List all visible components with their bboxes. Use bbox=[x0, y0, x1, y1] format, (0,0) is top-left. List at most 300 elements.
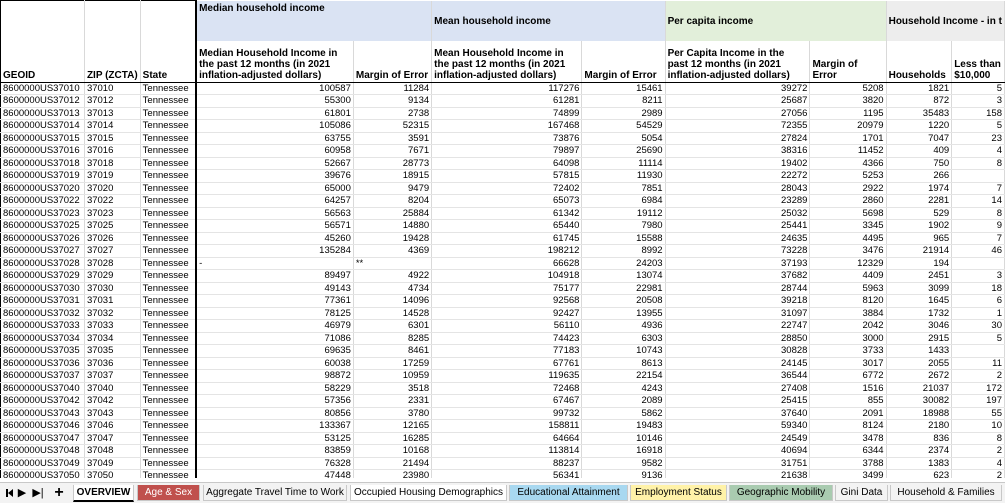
table-cell[interactable]: 13955 bbox=[582, 307, 665, 320]
table-cell[interactable]: 6984 bbox=[582, 195, 665, 208]
table-cell[interactable]: 11114 bbox=[582, 157, 665, 170]
table-cell[interactable]: 8600000US37032 bbox=[1, 307, 85, 320]
table-cell[interactable]: 52315 bbox=[353, 120, 431, 133]
table-cell[interactable]: 73876 bbox=[432, 132, 582, 145]
table-cell[interactable]: 2860 bbox=[810, 195, 886, 208]
table-cell[interactable]: 37043 bbox=[84, 407, 140, 420]
table-cell[interactable]: 8211 bbox=[582, 95, 665, 108]
table-cell[interactable]: 52667 bbox=[196, 157, 353, 170]
table-cell[interactable]: 37049 bbox=[84, 457, 140, 470]
table-cell[interactable]: 4922 bbox=[353, 270, 431, 283]
table-cell[interactable]: 21037 bbox=[886, 382, 952, 395]
table-cell[interactable]: 61745 bbox=[432, 232, 582, 245]
header-less-than-10000[interactable]: Less than $10,000 bbox=[952, 41, 1005, 83]
table-cell[interactable]: 623 bbox=[886, 470, 952, 479]
table-cell[interactable]: Tennessee bbox=[140, 470, 196, 479]
table-cell[interactable]: Tennessee bbox=[140, 420, 196, 433]
table-cell[interactable]: 39218 bbox=[665, 295, 810, 308]
table-cell[interactable]: 3499 bbox=[810, 470, 886, 479]
add-sheet-button[interactable]: + bbox=[54, 484, 64, 501]
table-cell[interactable]: 5698 bbox=[810, 207, 886, 220]
table-cell[interactable]: Tennessee bbox=[140, 120, 196, 133]
table-cell[interactable]: 37050 bbox=[84, 470, 140, 479]
table-cell[interactable]: 17259 bbox=[353, 357, 431, 370]
table-cell[interactable]: 28773 bbox=[353, 157, 431, 170]
table-cell[interactable]: 2 bbox=[952, 445, 1005, 458]
table-cell[interactable]: 25441 bbox=[665, 220, 810, 233]
table-cell[interactable]: 2055 bbox=[886, 357, 952, 370]
table-cell[interactable]: Tennessee bbox=[140, 307, 196, 320]
table-cell[interactable]: 24203 bbox=[582, 257, 665, 270]
table-cell[interactable]: Tennessee bbox=[140, 157, 196, 170]
table-cell[interactable]: 8600000US37029 bbox=[1, 270, 85, 283]
table-cell[interactable]: 3518 bbox=[353, 382, 431, 395]
table-cell[interactable]: 37031 bbox=[84, 295, 140, 308]
table-cell[interactable]: 37682 bbox=[665, 270, 810, 283]
table-cell[interactable]: 63755 bbox=[196, 132, 353, 145]
table-cell[interactable]: 8600000US37027 bbox=[1, 245, 85, 258]
table-cell[interactable]: 56571 bbox=[196, 220, 353, 233]
table-cell[interactable]: 1433 bbox=[886, 345, 952, 358]
table-cell[interactable]: 2915 bbox=[886, 332, 952, 345]
table-cell[interactable]: Tennessee bbox=[140, 432, 196, 445]
table-cell[interactable]: 119635 bbox=[432, 370, 582, 383]
table-cell[interactable]: 4369 bbox=[353, 245, 431, 258]
table-cell[interactable]: 37020 bbox=[84, 182, 140, 195]
table-cell[interactable]: 30 bbox=[952, 320, 1005, 333]
table-cell[interactable]: 8600000US37012 bbox=[1, 95, 85, 108]
table-cell[interactable]: 10168 bbox=[353, 445, 431, 458]
table-cell[interactable]: 24145 bbox=[665, 357, 810, 370]
table-cell[interactable]: 75177 bbox=[432, 282, 582, 295]
table-cell[interactable]: 83859 bbox=[196, 445, 353, 458]
table-cell[interactable]: 8600000US37018 bbox=[1, 157, 85, 170]
table-cell[interactable]: 16918 bbox=[582, 445, 665, 458]
table-cell[interactable]: 37012 bbox=[84, 95, 140, 108]
first-sheet-icon[interactable] bbox=[3, 485, 15, 501]
table-cell[interactable]: Tennessee bbox=[140, 170, 196, 183]
table-cell[interactable]: 20979 bbox=[810, 120, 886, 133]
table-cell[interactable]: 2738 bbox=[353, 107, 431, 120]
table-cell[interactable]: 23980 bbox=[353, 470, 431, 479]
table-cell[interactable]: 56110 bbox=[432, 320, 582, 333]
table-cell[interactable]: 37046 bbox=[84, 420, 140, 433]
table-cell[interactable] bbox=[952, 257, 1005, 270]
table-cell[interactable]: 65440 bbox=[432, 220, 582, 233]
table-cell[interactable]: 5 bbox=[952, 332, 1005, 345]
table-cell[interactable]: 78125 bbox=[196, 307, 353, 320]
table-cell[interactable]: 855 bbox=[810, 395, 886, 408]
table-cell[interactable]: 6772 bbox=[810, 370, 886, 383]
table-cell[interactable]: 64664 bbox=[432, 432, 582, 445]
table-cell[interactable]: 8600000US37023 bbox=[1, 207, 85, 220]
table-cell[interactable]: 9 bbox=[952, 220, 1005, 233]
table-cell[interactable]: 37047 bbox=[84, 432, 140, 445]
header-median-income[interactable]: Median Household Income in the past 12 months (in 2021 inflation-adjusted dollars) bbox=[196, 41, 353, 83]
table-cell[interactable]: 27056 bbox=[665, 107, 810, 120]
table-cell[interactable]: 8600000US37016 bbox=[1, 145, 85, 158]
header-geoid[interactable]: GEOID bbox=[1, 1, 85, 83]
table-cell[interactable]: 8120 bbox=[810, 295, 886, 308]
table-cell[interactable]: 12165 bbox=[353, 420, 431, 433]
table-cell[interactable]: 4 bbox=[952, 457, 1005, 470]
table-cell[interactable]: Tennessee bbox=[140, 107, 196, 120]
header-households[interactable]: Households bbox=[886, 41, 952, 83]
table-cell[interactable]: 4243 bbox=[582, 382, 665, 395]
table-cell[interactable]: Tennessee bbox=[140, 145, 196, 158]
table-cell[interactable]: 21494 bbox=[353, 457, 431, 470]
table-cell[interactable]: 37022 bbox=[84, 195, 140, 208]
table-cell[interactable]: 8 bbox=[952, 207, 1005, 220]
last-sheet-icon[interactable]: ▶| bbox=[32, 487, 44, 499]
table-cell[interactable]: 37034 bbox=[84, 332, 140, 345]
table-cell[interactable]: Tennessee bbox=[140, 332, 196, 345]
table-cell[interactable]: 1645 bbox=[886, 295, 952, 308]
table-cell[interactable]: 105086 bbox=[196, 120, 353, 133]
header-median-group[interactable]: Median household income bbox=[196, 1, 432, 21]
table-cell[interactable]: 1516 bbox=[810, 382, 886, 395]
table-cell[interactable]: 8600000US37046 bbox=[1, 420, 85, 433]
table-cell[interactable]: 2281 bbox=[886, 195, 952, 208]
table-cell[interactable]: 3000 bbox=[810, 332, 886, 345]
table-cell[interactable]: 74423 bbox=[432, 332, 582, 345]
table-cell[interactable]: 67467 bbox=[432, 395, 582, 408]
table-cell[interactable]: Tennessee bbox=[140, 195, 196, 208]
table-cell[interactable]: 7047 bbox=[886, 132, 952, 145]
table-cell[interactable]: 18915 bbox=[353, 170, 431, 183]
table-cell[interactable]: 3788 bbox=[810, 457, 886, 470]
table-cell[interactable]: 2922 bbox=[810, 182, 886, 195]
table-cell[interactable]: Tennessee bbox=[140, 445, 196, 458]
table-cell[interactable]: 21638 bbox=[665, 470, 810, 479]
table-cell[interactable]: 57815 bbox=[432, 170, 582, 183]
table-cell[interactable]: 37013 bbox=[84, 107, 140, 120]
next-sheet-icon[interactable]: ▶ bbox=[17, 487, 27, 499]
table-cell[interactable]: 8 bbox=[952, 432, 1005, 445]
table-cell[interactable]: 31751 bbox=[665, 457, 810, 470]
table-cell[interactable]: 5253 bbox=[810, 170, 886, 183]
table-cell[interactable]: 3476 bbox=[810, 245, 886, 258]
table-cell[interactable]: Tennessee bbox=[140, 82, 196, 95]
table-cell[interactable]: 1732 bbox=[886, 307, 952, 320]
table-cell[interactable]: 37640 bbox=[665, 407, 810, 420]
table-cell[interactable]: 5963 bbox=[810, 282, 886, 295]
table-cell[interactable]: 8600000US37013 bbox=[1, 107, 85, 120]
table-cell[interactable]: 8600000US37036 bbox=[1, 357, 85, 370]
table-cell[interactable]: 30828 bbox=[665, 345, 810, 358]
table-cell[interactable]: 8600000US37048 bbox=[1, 445, 85, 458]
table-cell[interactable]: 46979 bbox=[196, 320, 353, 333]
sheet-tab[interactable]: Geographic Mobility bbox=[729, 485, 833, 501]
table-cell[interactable]: 8600000US37042 bbox=[1, 395, 85, 408]
table-cell[interactable]: 49143 bbox=[196, 282, 353, 295]
table-cell[interactable]: 9134 bbox=[353, 95, 431, 108]
table-cell[interactable]: 4936 bbox=[582, 320, 665, 333]
table-cell[interactable]: 8600000US37025 bbox=[1, 220, 85, 233]
table-cell[interactable]: Tennessee bbox=[140, 320, 196, 333]
table-cell[interactable]: 3478 bbox=[810, 432, 886, 445]
table-cell[interactable]: 55300 bbox=[196, 95, 353, 108]
table-cell[interactable]: Tennessee bbox=[140, 407, 196, 420]
table-cell[interactable]: 5208 bbox=[810, 82, 886, 95]
table-cell[interactable]: 37027 bbox=[84, 245, 140, 258]
table-cell[interactable]: 2180 bbox=[886, 420, 952, 433]
header-median-moe[interactable]: Margin of Error bbox=[353, 41, 431, 83]
table-cell[interactable]: 37032 bbox=[84, 307, 140, 320]
table-cell[interactable]: 61281 bbox=[432, 95, 582, 108]
table-cell[interactable]: ** bbox=[353, 257, 431, 270]
table-cell[interactable]: 25687 bbox=[665, 95, 810, 108]
table-cell[interactable]: 19402 bbox=[665, 157, 810, 170]
table-cell[interactable]: 76328 bbox=[196, 457, 353, 470]
header-zip[interactable]: ZIP (ZCTA) bbox=[84, 1, 140, 83]
table-cell[interactable]: 16285 bbox=[353, 432, 431, 445]
sheet-tab[interactable]: Occupied Housing Demographics bbox=[350, 485, 507, 501]
table-cell[interactable]: 27824 bbox=[665, 132, 810, 145]
table-cell[interactable]: 12329 bbox=[810, 257, 886, 270]
table-cell[interactable]: 61342 bbox=[432, 207, 582, 220]
table-cell[interactable]: 23 bbox=[952, 132, 1005, 145]
table-cell[interactable]: 2331 bbox=[353, 395, 431, 408]
table-cell[interactable]: 965 bbox=[886, 232, 952, 245]
table-cell[interactable]: 11930 bbox=[582, 170, 665, 183]
table-cell[interactable]: 23289 bbox=[665, 195, 810, 208]
table-cell[interactable]: 37019 bbox=[84, 170, 140, 183]
table-cell[interactable]: 8600000US37030 bbox=[1, 282, 85, 295]
table-cell[interactable]: 92427 bbox=[432, 307, 582, 320]
table-cell[interactable]: 37048 bbox=[84, 445, 140, 458]
table-cell[interactable]: 60038 bbox=[196, 357, 353, 370]
table-cell[interactable]: Tennessee bbox=[140, 457, 196, 470]
table-cell[interactable]: 21914 bbox=[886, 245, 952, 258]
table-cell[interactable]: 2672 bbox=[886, 370, 952, 383]
table-cell[interactable]: 872 bbox=[886, 95, 952, 108]
table-cell[interactable]: 37016 bbox=[84, 145, 140, 158]
table-cell[interactable]: 14 bbox=[952, 195, 1005, 208]
table-cell[interactable]: 99732 bbox=[432, 407, 582, 420]
table-cell[interactable]: 4366 bbox=[810, 157, 886, 170]
table-cell[interactable]: 1701 bbox=[810, 132, 886, 145]
table-cell[interactable]: 19428 bbox=[353, 232, 431, 245]
table-cell[interactable]: 3345 bbox=[810, 220, 886, 233]
table-cell[interactable]: 55 bbox=[952, 407, 1005, 420]
table-cell[interactable]: 8285 bbox=[353, 332, 431, 345]
table-cell[interactable]: 74899 bbox=[432, 107, 582, 120]
table-cell[interactable]: 8600000US37028 bbox=[1, 257, 85, 270]
sheet-tab[interactable]: Employment Status bbox=[630, 485, 727, 501]
table-cell[interactable]: 24635 bbox=[665, 232, 810, 245]
table-cell[interactable]: 409 bbox=[886, 145, 952, 158]
table-cell[interactable]: 37036 bbox=[84, 357, 140, 370]
table-cell[interactable]: 69635 bbox=[196, 345, 353, 358]
table-cell[interactable]: 10 bbox=[952, 420, 1005, 433]
table-cell[interactable]: 8204 bbox=[353, 195, 431, 208]
table-cell[interactable]: 11 bbox=[952, 357, 1005, 370]
table-cell[interactable]: 8600000US37015 bbox=[1, 132, 85, 145]
table-cell[interactable]: 61801 bbox=[196, 107, 353, 120]
table-cell[interactable]: 2089 bbox=[582, 395, 665, 408]
table-cell[interactable]: 529 bbox=[886, 207, 952, 220]
table-cell[interactable]: 98872 bbox=[196, 370, 353, 383]
table-cell[interactable]: 88237 bbox=[432, 457, 582, 470]
table-cell[interactable]: 72355 bbox=[665, 120, 810, 133]
table-cell[interactable]: 54529 bbox=[582, 120, 665, 133]
table-cell[interactable]: 8600000US37026 bbox=[1, 232, 85, 245]
table-cell[interactable]: 8124 bbox=[810, 420, 886, 433]
table-cell[interactable]: 4734 bbox=[353, 282, 431, 295]
table-cell[interactable]: 8992 bbox=[582, 245, 665, 258]
header-percap-moe[interactable]: Margin of Error bbox=[810, 41, 886, 83]
table-cell[interactable]: 64257 bbox=[196, 195, 353, 208]
sheet-tab[interactable]: Educational Attainment bbox=[509, 485, 628, 501]
table-cell[interactable]: 72402 bbox=[432, 182, 582, 195]
table-cell[interactable]: Tennessee bbox=[140, 357, 196, 370]
table-cell[interactable]: 2989 bbox=[582, 107, 665, 120]
table-cell[interactable]: 35483 bbox=[886, 107, 952, 120]
table-cell[interactable]: 135284 bbox=[196, 245, 353, 258]
table-cell[interactable]: 8600000US37047 bbox=[1, 432, 85, 445]
table-cell[interactable]: 7 bbox=[952, 232, 1005, 245]
table-cell[interactable]: 46 bbox=[952, 245, 1005, 258]
sheet-tab[interactable]: Gini Data bbox=[835, 485, 888, 501]
table-cell[interactable]: 28850 bbox=[665, 332, 810, 345]
table-cell[interactable]: 8600000US37033 bbox=[1, 320, 85, 333]
table-cell[interactable]: 266 bbox=[886, 170, 952, 183]
table-cell[interactable]: 73228 bbox=[665, 245, 810, 258]
table-cell[interactable]: 25884 bbox=[353, 207, 431, 220]
table-cell[interactable]: 197 bbox=[952, 395, 1005, 408]
table-cell[interactable]: 24549 bbox=[665, 432, 810, 445]
table-cell[interactable]: 6301 bbox=[353, 320, 431, 333]
table-cell[interactable]: 60958 bbox=[196, 145, 353, 158]
table-cell[interactable]: 92568 bbox=[432, 295, 582, 308]
table-cell[interactable]: 3099 bbox=[886, 282, 952, 295]
table-cell[interactable]: Tennessee bbox=[140, 282, 196, 295]
table-cell[interactable]: 198212 bbox=[432, 245, 582, 258]
table-cell[interactable]: 19483 bbox=[582, 420, 665, 433]
table-cell[interactable]: Tennessee bbox=[140, 270, 196, 283]
table-cell[interactable]: 8600000US37019 bbox=[1, 170, 85, 183]
table-cell[interactable]: 1383 bbox=[886, 457, 952, 470]
table-cell[interactable]: 28744 bbox=[665, 282, 810, 295]
table-cell[interactable]: - bbox=[196, 257, 353, 270]
table-cell[interactable]: 77183 bbox=[432, 345, 582, 358]
table-cell[interactable]: Tennessee bbox=[140, 220, 196, 233]
header-mean-group[interactable]: Mean household income bbox=[432, 1, 665, 41]
table-cell[interactable]: 104918 bbox=[432, 270, 582, 283]
table-cell[interactable]: 89497 bbox=[196, 270, 353, 283]
table-cell[interactable]: 8600000US37050 bbox=[1, 470, 85, 479]
table-cell[interactable]: 14528 bbox=[353, 307, 431, 320]
table-cell[interactable]: 72468 bbox=[432, 382, 582, 395]
table-cell[interactable]: 22272 bbox=[665, 170, 810, 183]
table-cell[interactable]: Tennessee bbox=[140, 257, 196, 270]
table-cell[interactable]: 37033 bbox=[84, 320, 140, 333]
table-cell[interactable]: 5 bbox=[952, 120, 1005, 133]
table-cell[interactable]: 4409 bbox=[810, 270, 886, 283]
table-cell[interactable]: 3017 bbox=[810, 357, 886, 370]
table-cell[interactable]: 45260 bbox=[196, 232, 353, 245]
table-cell[interactable]: Tennessee bbox=[140, 370, 196, 383]
table-cell[interactable]: 8600000US37034 bbox=[1, 332, 85, 345]
table-cell[interactable]: 65073 bbox=[432, 195, 582, 208]
table-cell[interactable]: 37193 bbox=[665, 257, 810, 270]
table-cell[interactable]: Tennessee bbox=[140, 232, 196, 245]
table-cell[interactable]: 6344 bbox=[810, 445, 886, 458]
table-cell[interactable]: 22747 bbox=[665, 320, 810, 333]
table-cell[interactable]: 1 bbox=[952, 307, 1005, 320]
table-cell[interactable]: 18988 bbox=[886, 407, 952, 420]
table-cell[interactable]: 167468 bbox=[432, 120, 582, 133]
table-cell[interactable]: 5862 bbox=[582, 407, 665, 420]
table-cell[interactable]: 10146 bbox=[582, 432, 665, 445]
table-cell[interactable]: Tennessee bbox=[140, 132, 196, 145]
table-cell[interactable]: 25415 bbox=[665, 395, 810, 408]
table-cell[interactable]: 13074 bbox=[582, 270, 665, 283]
table-cell[interactable]: 1195 bbox=[810, 107, 886, 120]
table-cell[interactable]: 37023 bbox=[84, 207, 140, 220]
table-cell[interactable]: 113814 bbox=[432, 445, 582, 458]
table-cell[interactable]: Tennessee bbox=[140, 395, 196, 408]
table-cell[interactable]: 57356 bbox=[196, 395, 353, 408]
table-cell[interactable]: 80856 bbox=[196, 407, 353, 420]
table-cell[interactable]: 36544 bbox=[665, 370, 810, 383]
table-cell[interactable]: 77361 bbox=[196, 295, 353, 308]
table-cell[interactable]: 8600000US37049 bbox=[1, 457, 85, 470]
table-cell[interactable]: 37042 bbox=[84, 395, 140, 408]
table-cell[interactable]: 15461 bbox=[582, 82, 665, 95]
table-cell[interactable]: 3780 bbox=[353, 407, 431, 420]
table-cell[interactable]: 1220 bbox=[886, 120, 952, 133]
table-cell[interactable]: 9582 bbox=[582, 457, 665, 470]
table-cell[interactable]: 14880 bbox=[353, 220, 431, 233]
table-cell[interactable]: 10959 bbox=[353, 370, 431, 383]
table-cell[interactable]: 2374 bbox=[886, 445, 952, 458]
table-cell[interactable]: 9136 bbox=[582, 470, 665, 479]
table-cell[interactable]: 56341 bbox=[432, 470, 582, 479]
table-cell[interactable]: 2042 bbox=[810, 320, 886, 333]
table-cell[interactable] bbox=[952, 170, 1005, 183]
table-cell[interactable]: 8600000US37043 bbox=[1, 407, 85, 420]
table-cell[interactable]: 65000 bbox=[196, 182, 353, 195]
table-cell[interactable]: 8600000US37035 bbox=[1, 345, 85, 358]
table-cell[interactable]: 38316 bbox=[665, 145, 810, 158]
header-percap-group[interactable]: Per capita income bbox=[665, 1, 886, 41]
table-cell[interactable]: 6 bbox=[952, 295, 1005, 308]
table-cell[interactable]: 1902 bbox=[886, 220, 952, 233]
table-cell[interactable]: 56563 bbox=[196, 207, 353, 220]
table-cell[interactable]: 3 bbox=[952, 270, 1005, 283]
table-cell[interactable]: 9479 bbox=[353, 182, 431, 195]
table-cell[interactable]: 7671 bbox=[353, 145, 431, 158]
table-cell[interactable]: 6303 bbox=[582, 332, 665, 345]
table-cell[interactable]: 37029 bbox=[84, 270, 140, 283]
table-cell[interactable]: 66628 bbox=[432, 257, 582, 270]
table-cell[interactable]: 1974 bbox=[886, 182, 952, 195]
table-cell[interactable]: 158811 bbox=[432, 420, 582, 433]
table-cell[interactable]: 133367 bbox=[196, 420, 353, 433]
table-cell[interactable]: 11284 bbox=[353, 82, 431, 95]
table-cell[interactable]: 39676 bbox=[196, 170, 353, 183]
table-cell[interactable]: 25032 bbox=[665, 207, 810, 220]
table-cell[interactable]: Tennessee bbox=[140, 207, 196, 220]
table-cell[interactable]: 3046 bbox=[886, 320, 952, 333]
table-cell[interactable]: 8600000US37037 bbox=[1, 370, 85, 383]
table-cell[interactable]: Tennessee bbox=[140, 382, 196, 395]
table-cell[interactable]: Tennessee bbox=[140, 295, 196, 308]
table-cell[interactable]: 28043 bbox=[665, 182, 810, 195]
table-cell[interactable]: 10743 bbox=[582, 345, 665, 358]
